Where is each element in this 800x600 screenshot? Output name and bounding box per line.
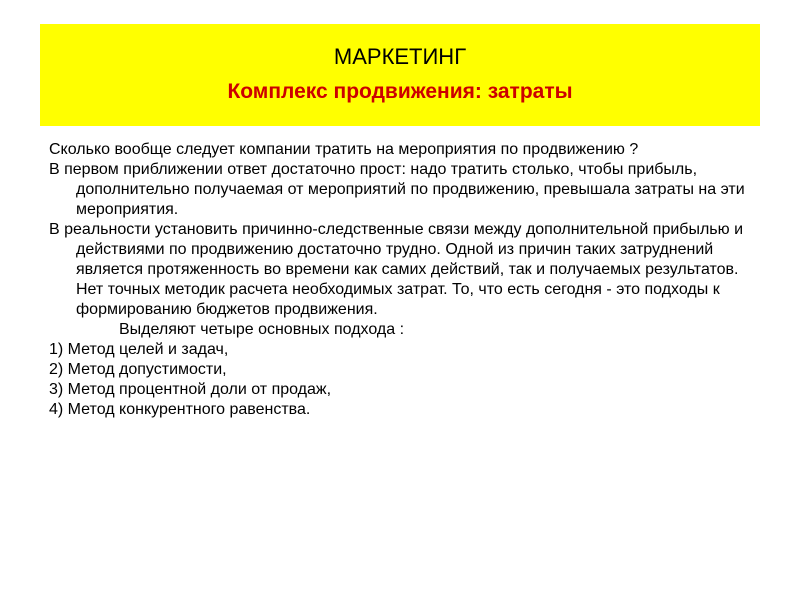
- paragraph-question: Сколько вообще следует компании тратить на мероприятия по продвижению ?: [49, 141, 639, 158]
- paragraph-first-approximation: В первом приближении ответ достаточно прост: надо тратить столько, чтобы прибыль, дополнительно получаемая от мероприятий по продвижению, превышала затраты на эти мероприятия.: [49, 161, 745, 218]
- slide-body: [49, 140, 761, 420]
- approach-list-item: 1) Метод целей и задач,: [49, 341, 229, 358]
- slide-title: МАРКЕТИНГ: [333, 44, 467, 69]
- approach-list-item: 3) Метод процентной доли от продаж,: [49, 381, 332, 398]
- approach-list-item: 4) Метод конкурентного равенства.: [49, 401, 311, 418]
- approaches-intro: Выделяют четыре основных подхода :: [119, 321, 405, 338]
- slide-subtitle: Комплекс продвижения: затраты: [227, 80, 573, 103]
- paragraph-reality: В реальности установить причинно-следственные связи между дополнительной прибылью и действиями по продвижению достаточно трудно. Одной из причин таких затруднений является протяженность во времени как самих действий, так и получаемых результатов. Нет точных методик расчета необходимых затрат. То, что есть сегодня - это подходы к формированию бюджетов продвижения.: [49, 221, 744, 318]
- approach-list-item: 2) Метод допустимости,: [49, 361, 227, 378]
- title-banner: [40, 24, 760, 126]
